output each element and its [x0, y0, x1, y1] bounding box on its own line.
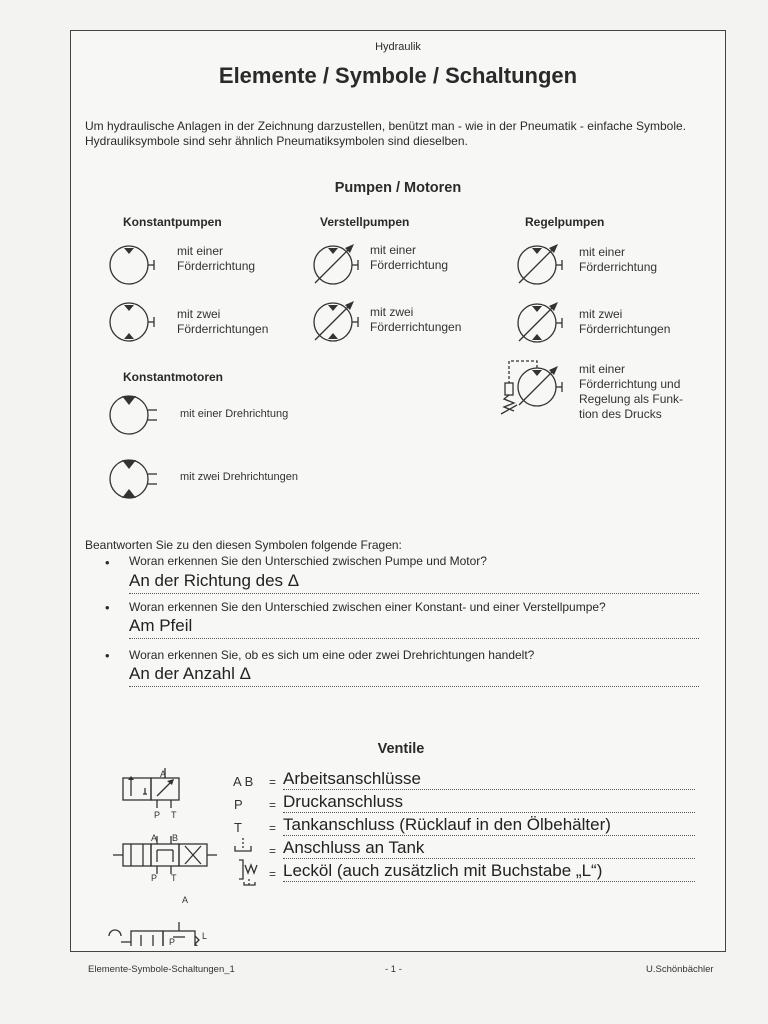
answer-t: Tankanschluss (Rücklauf in den Ölbehälter) — [283, 815, 611, 834]
constant-pump-two-directions-symbol — [110, 303, 154, 341]
answer-line-1[interactable] — [129, 571, 699, 594]
bullet-dot: • — [105, 555, 110, 570]
pressure-controlled-pump-symbol — [501, 361, 562, 414]
answer-tank: Anschluss an Tank — [283, 838, 425, 857]
label-konstant-one: mit einer Förderrichtung — [177, 244, 256, 273]
pumps-heading: Pumpen / Motoren — [334, 180, 462, 196]
intro-paragraph: Um hydraulische Anlagen in der Zeichnung darzustellen, benützt man - wie in der Pneumatik - einfache Symbole. Hydrauliksymbole sind sehr ähnlich Pneumatiksymbolen sind dieselben. — [85, 119, 686, 148]
footer-filename: Elemente-Symbole-Schaltungen_1 — [88, 964, 235, 975]
label-verstell-one: mit einer Förderrichtung — [370, 243, 449, 272]
subject-label: Hydraulik — [375, 41, 421, 53]
port-l-label: L — [202, 931, 208, 941]
control-pump-one-direction-symbol — [518, 244, 562, 284]
col-title-konstantpumpen: Konstantpumpen — [123, 215, 222, 229]
answer-line-t[interactable] — [283, 815, 695, 836]
label-regel-one: mit einer Förderrichtung — [579, 245, 658, 274]
label-regel-pressure: mit einer Förderrichtung und Regelung als Funk- tion des Drucks — [579, 362, 684, 421]
three-position-valve-symbol — [113, 836, 217, 874]
equals-sign: = — [269, 844, 277, 858]
leakage-oil-icon — [235, 857, 267, 887]
variable-pump-one-direction-symbol — [314, 244, 358, 284]
port-t-label: T — [171, 810, 177, 820]
port-t-label: T — [171, 873, 177, 883]
questions-intro: Beantworten Sie zu den diesen Symbolen folgende Fragen: — [85, 538, 402, 552]
equals-sign: = — [269, 867, 277, 881]
answer-1: An der Richtung des Δ — [129, 571, 300, 590]
bullet-dot: • — [105, 648, 110, 663]
document-sheet — [70, 30, 726, 952]
footer-page-number: - 1 - — [385, 964, 402, 975]
answer-line-3[interactable] — [129, 664, 699, 687]
port-p-label: P — [151, 873, 158, 883]
label-motor-two: mit zwei Drehrichtungen — [180, 471, 298, 483]
answer-leakage: Lecköl (auch zusätzlich mit Buchstabe „L“) — [283, 861, 603, 880]
valves-heading: Ventile — [377, 741, 425, 757]
port-p-label: P — [169, 937, 176, 947]
equals-sign: = — [269, 821, 277, 835]
pilot-valve-symbol — [109, 922, 199, 946]
key-p: P — [234, 797, 243, 812]
equals-sign: = — [269, 798, 277, 812]
answer-line-p[interactable] — [283, 792, 695, 813]
label-verstell-two: mit zwei Förderrichtungen — [370, 305, 462, 334]
label-motor-one: mit einer Drehrichtung — [180, 408, 289, 420]
pump-motor-symbols — [71, 31, 725, 531]
label-konstant-two: mit zwei Förderrichtungen — [177, 307, 269, 336]
control-pump-two-directions-symbol — [518, 302, 562, 342]
port-a-label: A — [151, 833, 158, 843]
question-3: Woran erkennen Sie, ob es sich um eine oder zwei Drehrichtungen handelt? — [129, 648, 535, 662]
port-a-label: A — [160, 769, 167, 779]
answer-p: Druckanschluss — [283, 792, 403, 811]
answer-line-leakage[interactable] — [283, 861, 695, 882]
bullet-dot: • — [105, 600, 110, 615]
valve-symbols — [101, 766, 231, 946]
label-regel-two: mit zwei Förderrichtungen — [579, 307, 671, 336]
port-b-label: B — [172, 833, 179, 843]
answer-line-2[interactable] — [129, 616, 699, 639]
constant-pump-one-direction-symbol — [110, 246, 154, 284]
two-position-valve-symbol — [123, 768, 179, 808]
question-1: Woran erkennen Sie den Unterschied zwischen Pumpe und Motor? — [129, 554, 487, 568]
tank-connection-icon — [231, 837, 255, 855]
answer-ab: Arbeitsanschlüsse — [283, 769, 421, 788]
port-p-label: P — [154, 810, 161, 820]
col-title-regelpumpen: Regelpumpen — [525, 215, 605, 229]
key-a-b: A B — [233, 774, 254, 789]
key-t: T — [234, 820, 242, 835]
answer-2: Am Pfeil — [129, 616, 193, 635]
answer-3: An der Anzahl Δ — [129, 664, 251, 683]
constant-motor-two-directions-symbol — [110, 460, 157, 498]
question-2: Woran erkennen Sie den Unterschied zwischen einer Konstant- und einer Verstellpumpe? — [129, 600, 606, 614]
answer-line-ab[interactable] — [283, 769, 695, 790]
variable-pump-two-directions-symbol — [314, 301, 358, 341]
footer-author: U.Schönbächler — [646, 964, 714, 975]
constant-motor-one-direction-symbol — [110, 396, 157, 434]
col-title-verstellpumpen: Verstellpumpen — [320, 215, 410, 229]
equals-sign: = — [269, 775, 277, 789]
answer-line-tank[interactable] — [283, 838, 695, 859]
port-a-label: A — [182, 895, 189, 905]
page-title: Elemente / Symbole / Schaltungen — [218, 63, 578, 88]
motors-title: Konstantmotoren — [123, 370, 223, 384]
